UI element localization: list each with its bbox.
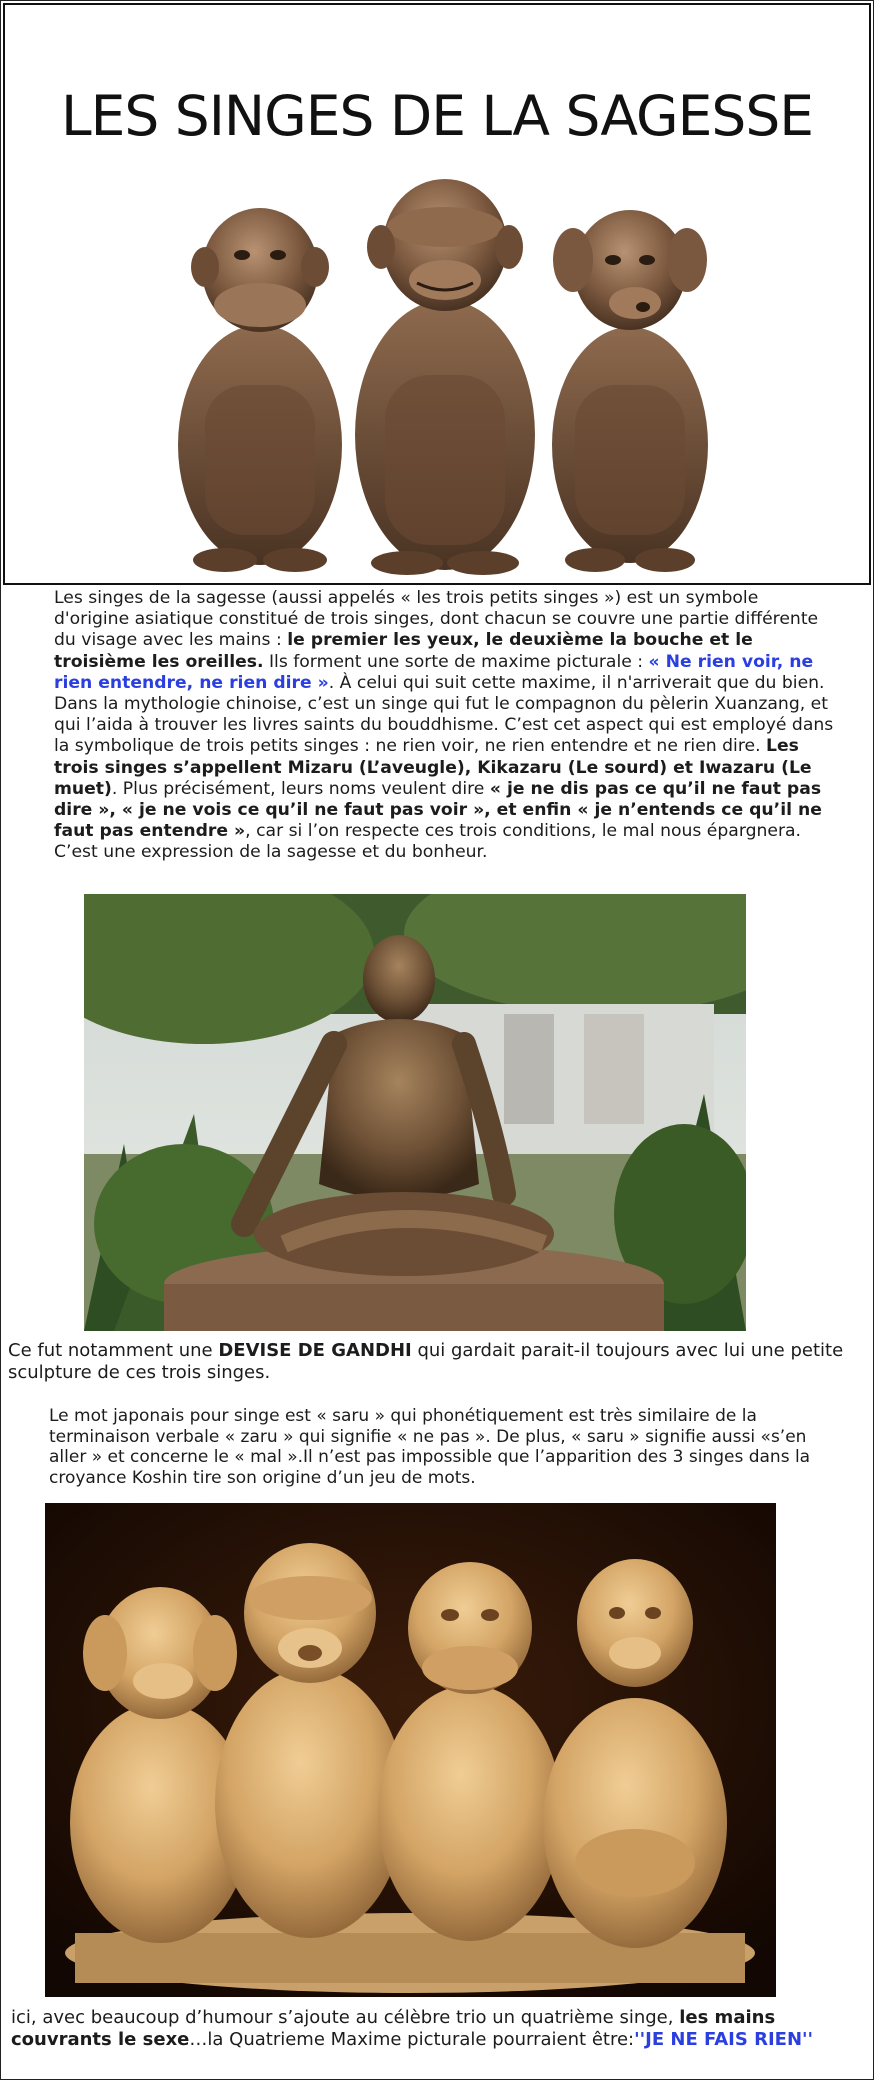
- monkey-mouth-covered: [178, 208, 342, 572]
- gandhi-text-2: qui gardait parait-il toujours avec lui une petite sculpture de ces trois singes.: [8, 1340, 844, 1383]
- intro-bold-names: Les trois singes s’appellent Mizaru (L’aveugle), Kikazaru (Le sourd) et Iwazaru (Le muet): [54, 736, 812, 799]
- monkey-eyes-covered: [355, 179, 535, 575]
- intro-bold-1: le premier les yeux, le deuxième la bouche et le troisième les oreilles.: [54, 630, 753, 672]
- fourth-text-2: …la Quatrieme Maxime picturale pourraient être:: [189, 2029, 635, 2050]
- fourth-text-1: ici, avec beaucoup d’humour s’ajoute au célèbre trio un quatrième singe,: [11, 2007, 680, 2028]
- saru-paragraph: Le mot japonais pour singe est « saru » qui phonétiquement est très similaire de la terminaison verbale « zaru » qui signifie « ne pas ». De plus, « saru » signifie aussi «s’en aller » et concerne le « mal ».Il n’est pas impossible que l’apparition des 3 singes dans la croyance Koshin tire son origine d’un jeu de mots.: [49, 1406, 811, 1488]
- bottom-divider: [0, 2079, 874, 2080]
- intro-bold-quotes: « je ne dis pas ce qu’il ne faut pas dire », « je ne vois ce qu’il ne faut pas voir », et enfin « je n’entends ce qu’il ne faut pas entendre »: [54, 778, 822, 842]
- hero-banner: [3, 3, 871, 585]
- gandhi-text-1: Ce fut notamment une: [8, 1340, 219, 1361]
- gandhi-motto: DEVISE DE GANDHI: [218, 1340, 412, 1361]
- intro-text-4: . Plus précisément, leurs noms veulent dire: [111, 778, 490, 799]
- intro-text-3: . À celui qui suit cette maxime, il n'arriverait que du bien. Dans la mythologie chinoise, c’est un singe qui fut le compagnon du pèlerin Xuanzang, et qui l’aida à trouver les livres saints du bouddhisme. C’est cet aspect qui est employé dans la symbolique de trois petits singes : ne rien voir, ne rien entendre et ne rien dire.: [54, 672, 834, 757]
- four-monkeys-image: [45, 1503, 776, 1997]
- gandhi-paragraph: [8, 1340, 874, 1384]
- fourth-maxim: ''JE NE FAIS RIEN'': [634, 2029, 814, 2050]
- intro-text-2: Ils forment une sorte de maxime picturale :: [263, 651, 649, 672]
- page-title: LES SINGES DE LA SAGESSE: [61, 84, 813, 148]
- intro-text-1: Les singes de la sagesse (aussi appelés « les trois petits singes ») est un symbole d'origine asiatique constitué de trois singes, dont chacun se couvre une partie différente du visage avec les mains :: [54, 588, 819, 651]
- intro-text-5: , car si l’on respecte ces trois conditions, le mal nous épargnera. C’est une expression de la sagesse et du bonheur.: [54, 821, 802, 863]
- fourth-bold: les mains couvrants le sexe: [11, 2007, 776, 2050]
- intro-maxim: « Ne rien voir, ne rien entendre, ne rien dire »: [54, 651, 814, 693]
- fourth-monkey-paragraph: [11, 2007, 871, 2051]
- intro-paragraph: [54, 588, 836, 864]
- three-monkeys-image: [145, 155, 745, 585]
- monkey-ears-covered: [552, 210, 708, 572]
- gandhi-statue-image: [84, 894, 746, 1331]
